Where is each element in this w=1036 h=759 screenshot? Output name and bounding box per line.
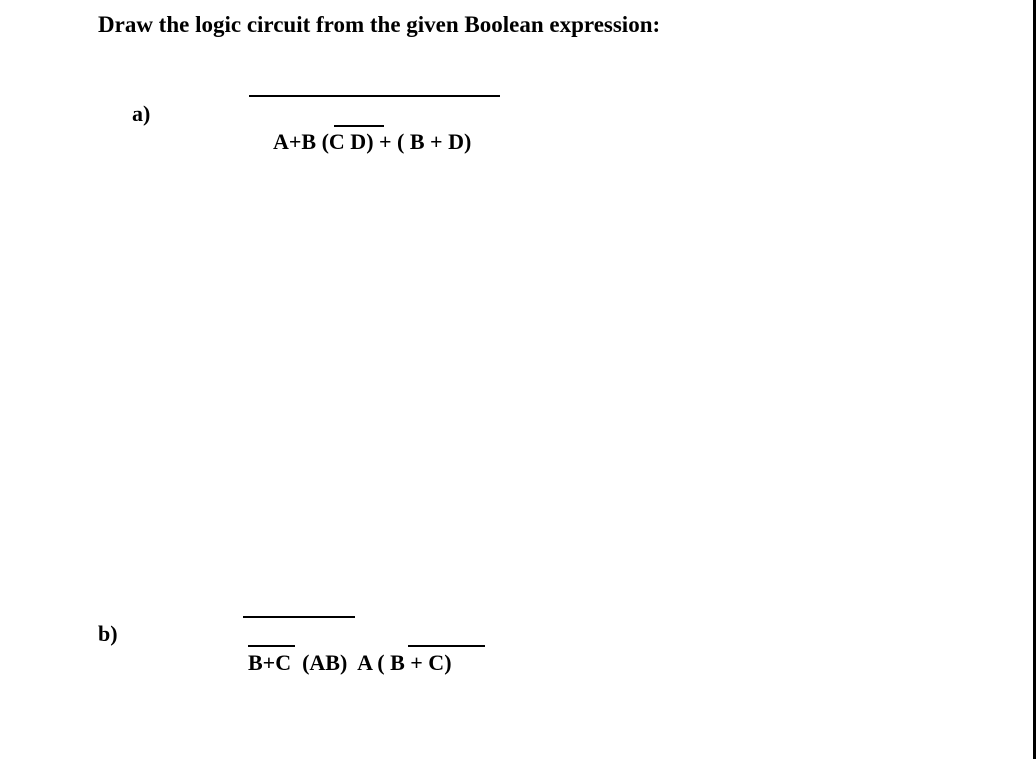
problem-b-overbar-b-plus-c [408, 645, 485, 647]
problem-b-expression: B+C (AB) A ( B + C) [248, 650, 452, 675]
problem-a-expression: A+B (C D) + ( B + D) [273, 129, 472, 154]
problem-b-overbar-outer [243, 616, 355, 618]
page-title: Draw the logic circuit from the given Boolean expression: [98, 12, 661, 37]
problem-b-overbar-bc [248, 645, 295, 647]
problem-b-label: b) [98, 621, 118, 646]
problem-a-label: a) [132, 101, 151, 126]
problem-a-overbar-full [249, 95, 500, 97]
problem-a-overbar-cd [334, 125, 384, 127]
